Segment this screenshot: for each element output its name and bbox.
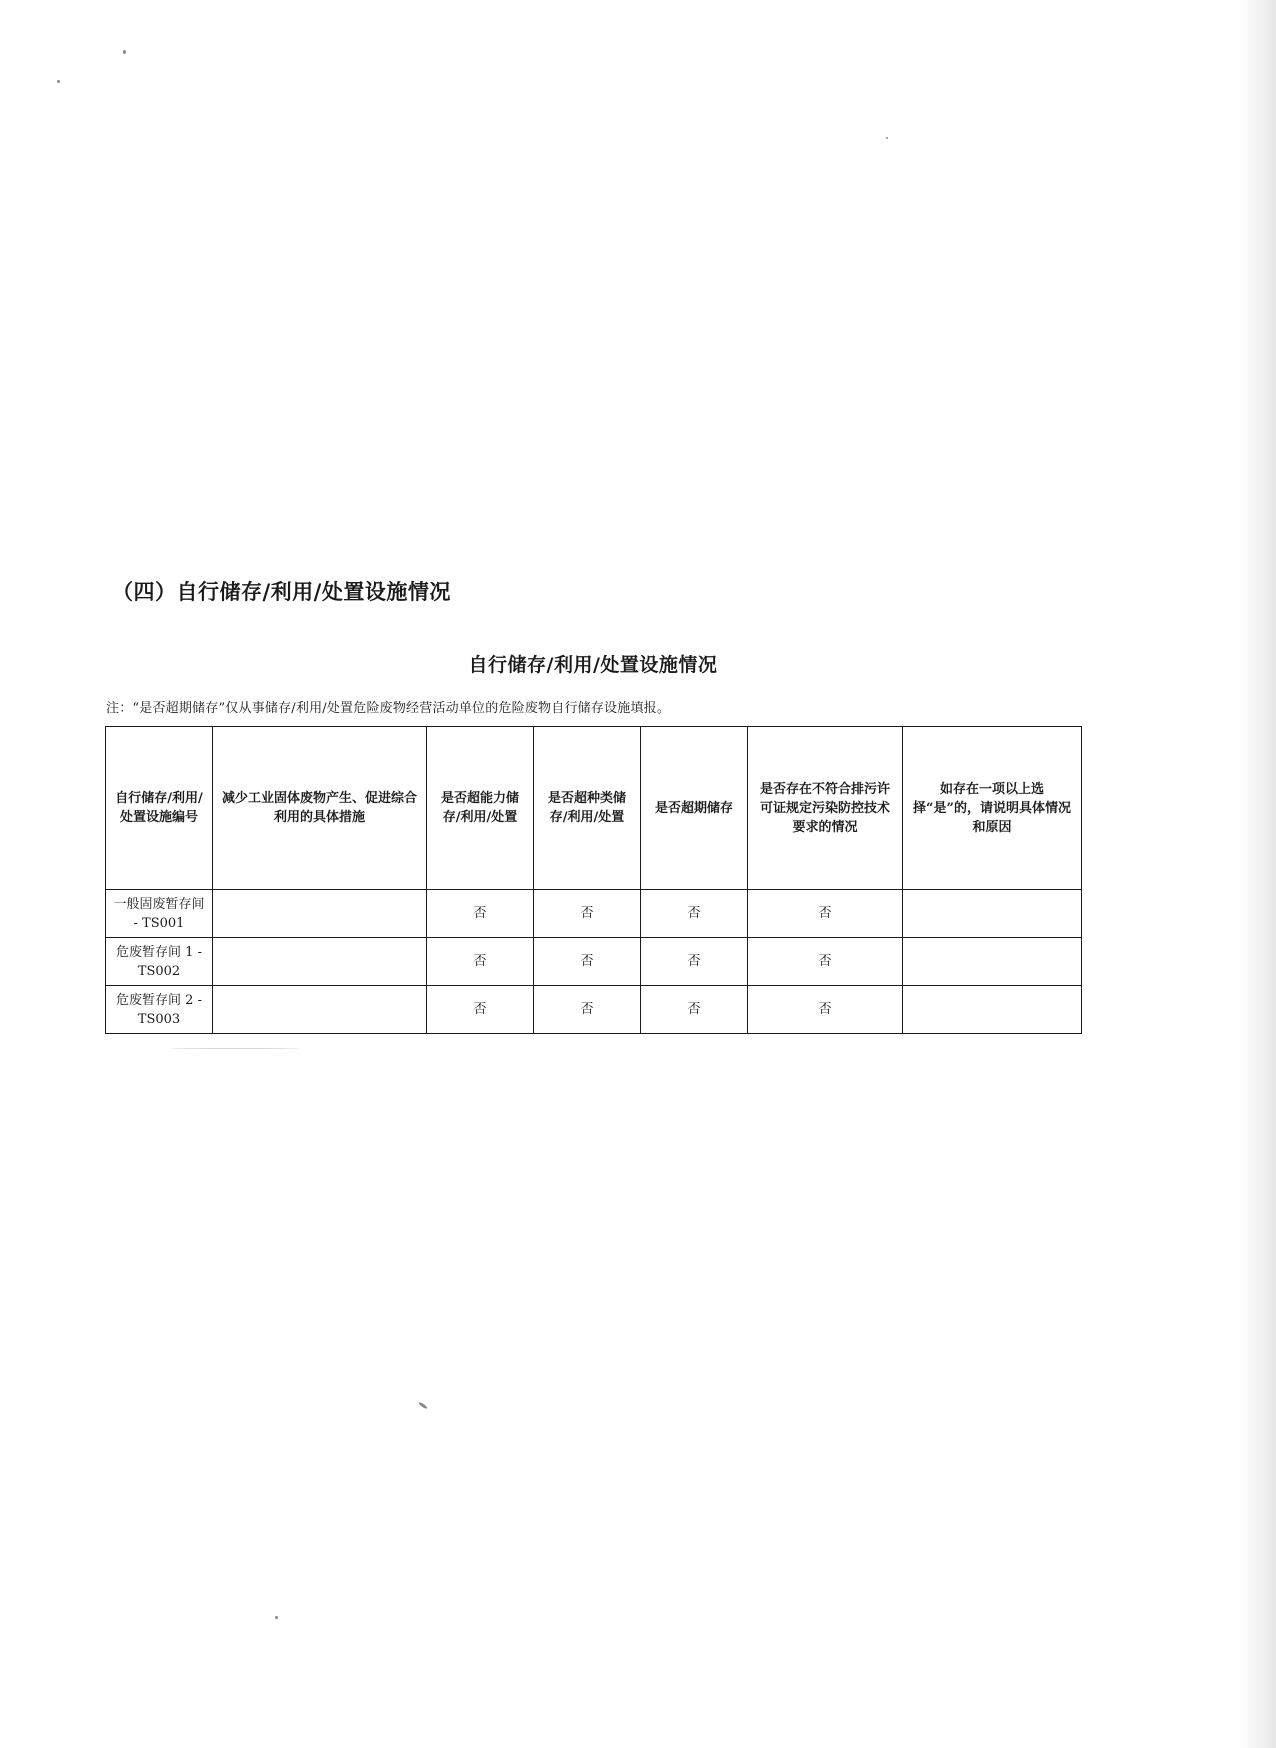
cell-overdue-storage: 否 (641, 890, 748, 938)
section-heading: （四）自行储存/利用/处置设施情况 (112, 579, 451, 604)
cell-over-capacity: 否 (427, 890, 534, 938)
table-title: 自行储存/利用/处置设施情况 (468, 654, 718, 676)
cell-facility-id: 危废暂存间 2 - TS003 (106, 986, 213, 1034)
cell-explanation (903, 986, 1082, 1034)
scan-speck (418, 1401, 428, 1409)
cell-over-capacity: 否 (427, 938, 534, 986)
table-row (106, 890, 1082, 938)
cell-overdue-storage: 否 (641, 938, 748, 986)
cell-explanation (903, 890, 1082, 938)
table-row (106, 938, 1082, 986)
table-row (106, 986, 1082, 1034)
scan-speck (275, 1616, 278, 1619)
cell-explanation (903, 938, 1082, 986)
header-over-capacity: 是否超能力储存/利用/处置 (427, 727, 534, 890)
cell-facility-id: 危废暂存间 1 - TS002 (106, 938, 213, 986)
scan-edge-shadow (1238, 0, 1276, 1748)
cell-noncompliance: 否 (748, 938, 903, 986)
cell-reduction-measures (213, 986, 427, 1034)
facilities-table (105, 726, 1082, 1034)
header-explanation: 如存在一项以上选择“是”的，请说明具体情况和原因 (903, 727, 1082, 890)
cell-reduction-measures (213, 938, 427, 986)
header-over-type: 是否超种类储存/利用/处置 (534, 727, 641, 890)
cell-facility-id: 一般固废暂存间 - TS001 (106, 890, 213, 938)
cell-overdue-storage: 否 (641, 986, 748, 1034)
scan-speck (123, 50, 126, 54)
scan-speck (886, 137, 888, 139)
header-reduction-measures: 减少工业固体废物产生、促进综合利用的具体措施 (213, 727, 427, 890)
cell-over-type: 否 (534, 986, 641, 1034)
scan-speck (57, 80, 60, 83)
header-facility-id: 自行储存/利用/处置设施编号 (106, 727, 213, 890)
header-noncompliance: 是否存在不符合排污许可证规定污染防控技术要求的情况 (748, 727, 903, 890)
cell-over-type: 否 (534, 938, 641, 986)
cell-noncompliance: 否 (748, 890, 903, 938)
header-overdue-storage: 是否超期储存 (641, 727, 748, 890)
table-note: 注：“是否超期储存”仅从事储存/利用/处置危险废物经营活动单位的危险废物自行储存设施填报。 (106, 701, 671, 716)
scan-speck (170, 1048, 300, 1049)
cell-over-type: 否 (534, 890, 641, 938)
cell-reduction-measures (213, 890, 427, 938)
header-row (106, 727, 1082, 890)
cell-noncompliance: 否 (748, 986, 903, 1034)
cell-over-capacity: 否 (427, 986, 534, 1034)
